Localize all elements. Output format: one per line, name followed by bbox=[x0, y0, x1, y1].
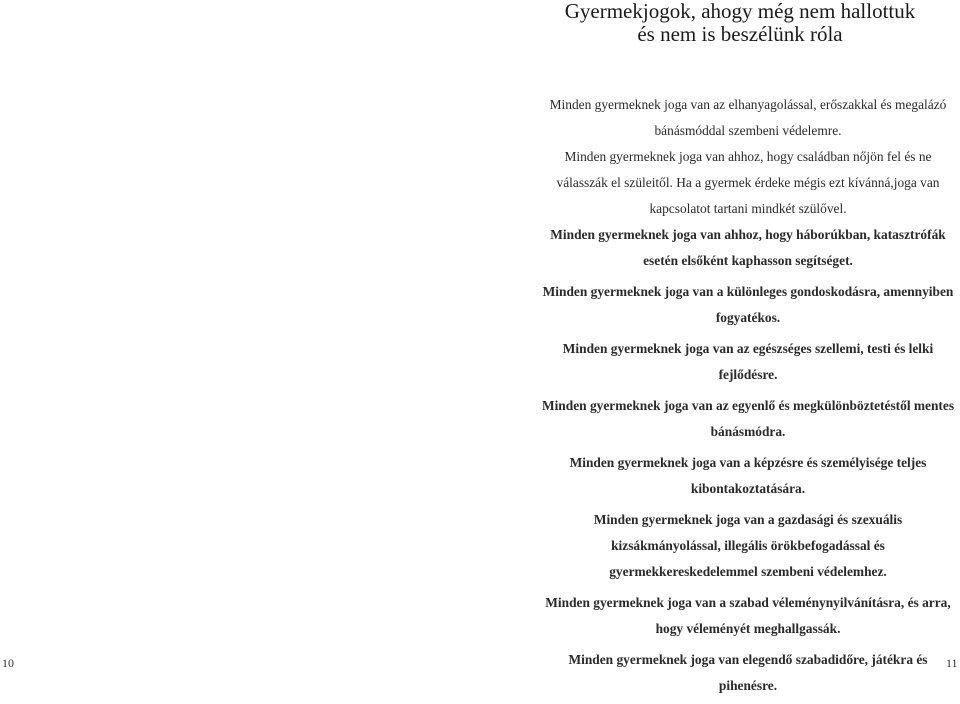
page-number-left: 10 bbox=[2, 656, 14, 670]
rights-list bbox=[538, 92, 958, 704]
right-item: Minden gyermeknek joga van ahhoz, hogy családban nőjön fel és ne válasszák el szüleitől. Ha a gyermek érdeke mégis ezt kívánná,joga van kapcsolatot tartani mindkét szülővel. bbox=[556, 149, 940, 216]
right-item: Minden gyermeknek joga van az egyenlő és megkülönböztetéstől mentes bánásmódra. bbox=[541, 398, 955, 439]
page-title bbox=[540, 0, 940, 46]
right-item: Minden gyermeknek joga van elegendő szabadidőre, játékra és pihenésre. bbox=[568, 652, 928, 693]
right-item: Minden gyermeknek joga van a különleges gondoskodásra, amennyiben fogyatékos. bbox=[542, 284, 954, 325]
title-line-2: és nem is beszélünk róla bbox=[637, 22, 843, 46]
right-item: Minden gyermeknek joga van a képzésre és személyisége teljes kibontakoztatására. bbox=[569, 455, 927, 496]
right-item: Minden gyermeknek joga van az egészséges szellemi, testi és lelki fejlődésre. bbox=[562, 341, 934, 382]
page-number-right: 11 bbox=[946, 656, 958, 670]
right-item: Minden gyermeknek joga van a gazdasági és szexuális kizsákmányolással, illegális örökbefogadással és gyermekkereskedelemmel szembeni védelemhez. bbox=[593, 512, 903, 579]
title-line-1: Gyermekjogok, ahogy még nem hallottuk bbox=[564, 0, 916, 23]
right-item: Minden gyermeknek joga van ahhoz, hogy háborúkban, katasztrófák esetén elsőként kaphasson segítséget. bbox=[550, 227, 946, 268]
right-item: Minden gyermeknek joga van a szabad véleménynyilvánításra, és arra, hogy véleményét meghallgassák. bbox=[545, 595, 951, 636]
right-item: Minden gyermeknek joga van az elhanyagolással, erőszakkal és megalázó bánásmóddal szembeni védelemre. bbox=[549, 97, 947, 138]
